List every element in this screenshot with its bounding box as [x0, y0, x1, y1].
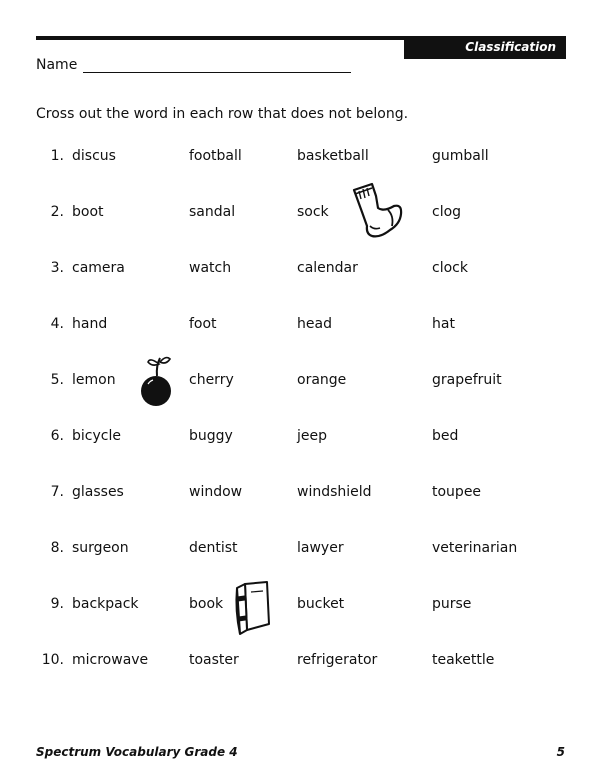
list-item: [0, 204, 603, 226]
word: book: [189, 596, 224, 612]
word: bicycle: [72, 428, 121, 444]
list-item: [0, 316, 603, 338]
word: lawyer: [297, 540, 344, 556]
word: head: [297, 316, 332, 332]
row-number: 6.: [50, 428, 64, 444]
row-number: 7.: [50, 484, 64, 500]
word: clog: [432, 204, 462, 220]
word: gumball: [432, 148, 489, 164]
row-number: 8.: [50, 540, 64, 556]
list-item: [0, 148, 603, 170]
word: lemon: [72, 372, 116, 388]
word: purse: [432, 596, 472, 612]
row-number: 1.: [50, 148, 64, 164]
row-number: 2.: [50, 204, 64, 220]
word: toupee: [432, 484, 482, 500]
row-number: 9.: [50, 596, 64, 612]
word: windshield: [297, 484, 372, 500]
word: backpack: [72, 596, 139, 612]
word: hat: [432, 316, 455, 332]
word: foot: [189, 316, 217, 332]
word: camera: [72, 260, 125, 276]
word: window: [189, 484, 243, 500]
row-number: 10.: [41, 652, 64, 668]
word: dentist: [189, 540, 238, 556]
word: grapefruit: [432, 372, 502, 388]
page-number: 5: [556, 745, 565, 759]
name-line: [36, 56, 351, 73]
word: buggy: [189, 428, 233, 444]
word: toaster: [189, 652, 239, 668]
word: jeep: [297, 428, 328, 444]
footer-title: Spectrum Vocabulary Grade 4: [36, 745, 238, 759]
word: cherry: [189, 372, 234, 388]
list-item: [0, 260, 603, 282]
cherry-illustration: [138, 354, 176, 410]
word: orange: [297, 372, 347, 388]
list-item: [0, 484, 603, 506]
name-blank[interactable]: [83, 56, 351, 73]
row-number: 4.: [50, 316, 64, 332]
word: boot: [72, 204, 104, 220]
word: refrigerator: [297, 652, 378, 668]
list-item: [0, 372, 603, 394]
word: football: [189, 148, 242, 164]
word: surgeon: [72, 540, 129, 556]
list-item: [0, 652, 603, 674]
instructions: Cross out the word in each row that does not belong.: [36, 106, 409, 122]
word: microwave: [72, 652, 149, 668]
name-label: Name: [36, 57, 78, 73]
list-item: [0, 428, 603, 450]
row-number: 3.: [50, 260, 64, 276]
sock-illustration: [348, 182, 404, 242]
word: sock: [297, 204, 329, 220]
word: calendar: [297, 260, 358, 276]
word: bed: [432, 428, 459, 444]
book-illustration: [233, 578, 273, 636]
category-tab: [404, 36, 566, 59]
word: bucket: [297, 596, 345, 612]
word: glasses: [72, 484, 124, 500]
list-item: [0, 540, 603, 562]
word: clock: [432, 260, 468, 276]
list-item: [0, 596, 603, 618]
category-label: Classification: [465, 40, 556, 54]
word: watch: [189, 260, 232, 276]
word: hand: [72, 316, 108, 332]
word: teakettle: [432, 652, 495, 668]
word: basketball: [297, 148, 369, 164]
word: discus: [72, 148, 116, 164]
word: veterinarian: [432, 540, 518, 556]
word: sandal: [189, 204, 236, 220]
row-number: 5.: [50, 372, 64, 388]
